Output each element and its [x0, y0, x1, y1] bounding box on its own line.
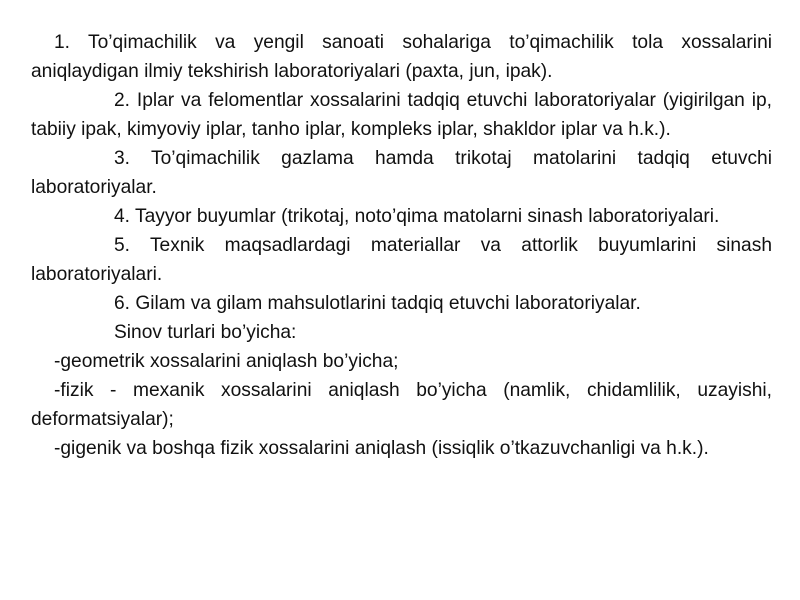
- paragraph-lab-carpet: 6. Gilam va gilam mahsulotlarini tadqiq etuvchi laboratoriyalar.: [114, 293, 641, 314]
- list-item-hygienic: -gigenik va boshqa fizik xossalarini aniqlash (issiqlik o’tkazuvchanligi va h.k.).: [54, 438, 709, 459]
- paragraph-lab-finished-goods: 4. Tayyor buyumlar (trikotaj, noto’qima matolarni sinash laboratoriyalari.: [114, 206, 720, 227]
- document-body: [31, 28, 772, 463]
- list-item-geometric: -geometrik xossalarini aniqlash bo’yicha;: [54, 351, 399, 372]
- paragraph-lab-fabric: 3. To’qimachilik gazlama hamda trikotaj matolarini tadqiq etuvchi laboratoriyalar.: [31, 148, 772, 198]
- paragraph-lab-yarn: 2. Iplar va felomentlar xossalarini tadqiq etuvchi laboratoriyalar (yigirilgan ip, tabiiy ipak, kimyoviy iplar, tanho iplar, kompleks iplar, shakldor iplar va h.k.).: [31, 90, 772, 140]
- paragraph-test-types-heading: Sinov turlari bo’yicha:: [114, 322, 297, 343]
- paragraph-lab-technical: 5. Texnik maqsadlardagi materiallar va attorlik buyumlarini sinash laboratoriyalari.: [31, 235, 772, 285]
- list-item-physical-mechanical: -fizik - mexanik xossalarini aniqlash bo’yicha (namlik, chidamlilik, uzayishi, deformatsiyalar);: [31, 380, 772, 430]
- paragraph-lab-fiber: 1. To’qimachilik va yengil sanoati sohalariga to’qimachilik tola xossalarini aniqlaydigan ilmiy tekshirish laboratoriyalari (paxta, jun, ipak).: [31, 32, 772, 82]
